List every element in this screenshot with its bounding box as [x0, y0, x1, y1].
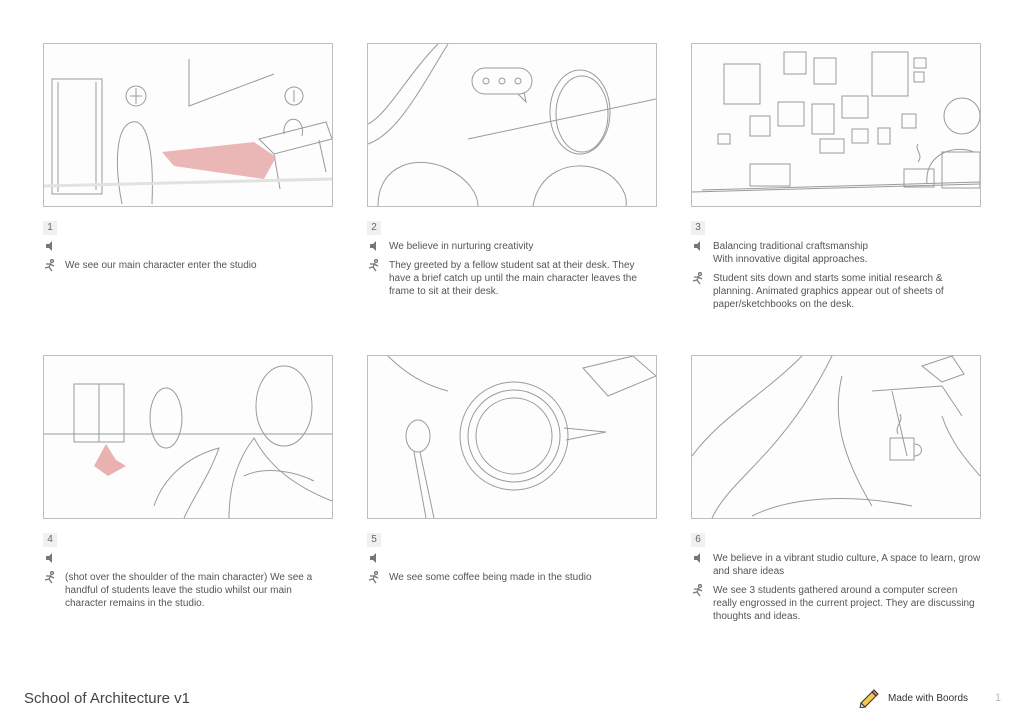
panel-3-action-row	[691, 272, 981, 311]
panel-5-audio-row	[367, 552, 657, 565]
panel-2-number: 2	[367, 221, 381, 235]
document-title: School of Architecture v1	[24, 690, 190, 707]
sketch-image-4	[44, 356, 332, 518]
sketch-image-3	[692, 44, 980, 206]
panel-4-action-text: (shot over the shoulder of the main character) We see a handful of students leave the studio whilst our main character remains in the studio.	[65, 572, 313, 609]
panel-2-audio-row	[367, 240, 657, 253]
running-figure-icon	[367, 259, 389, 272]
panel-1-audio-row	[43, 240, 333, 253]
running-figure-icon	[43, 571, 65, 584]
panel-3-sketch	[691, 43, 981, 207]
panel-5-number: 5	[367, 533, 381, 547]
speaker-icon	[691, 552, 713, 565]
storyboard-panel-6	[691, 355, 981, 623]
storyboard-panel-3	[691, 43, 981, 311]
panel-5-action-text: We see some coffee being made in the studio	[389, 572, 592, 583]
boords-branding-text: Made with Boords	[888, 692, 969, 704]
page-number: 1	[995, 692, 1002, 704]
panel-5-sketch	[367, 355, 657, 519]
panel-2-sketch	[367, 43, 657, 207]
panel-6-audio-row	[691, 552, 981, 578]
panel-1-action-text: We see our main character enter the studio	[65, 260, 257, 271]
storyboard-panel-5	[367, 355, 657, 584]
panel-5-action-row	[367, 571, 657, 584]
panel-6-action-text: We see 3 students gathered around a computer screen really engrossed in the current project. They are discussing thoughts and ideas.	[713, 585, 975, 622]
panel-4-number: 4	[43, 533, 57, 547]
speaker-icon	[367, 240, 389, 253]
sketch-image-2	[368, 44, 656, 206]
running-figure-icon	[691, 584, 713, 597]
panel-3-audio-row	[691, 240, 981, 266]
panel-6-number: 6	[691, 533, 705, 547]
panel-3-action-text: Student sits down and starts some initial research & planning. Animated graphics appear out of sheets of paper/sketchbooks on the desk.	[713, 273, 944, 310]
panel-2-action-row	[367, 259, 657, 298]
speaker-icon	[43, 552, 65, 565]
running-figure-icon	[43, 259, 65, 272]
sketch-image-6	[692, 356, 980, 518]
speaker-icon	[367, 552, 389, 565]
panel-6-sketch	[691, 355, 981, 519]
boords-branding[interactable]	[858, 688, 968, 708]
panel-4-sketch	[43, 355, 333, 519]
panel-2-audio-text: We believe in nurturing creativity	[389, 241, 534, 252]
sketch-image-1	[44, 44, 332, 206]
panel-4-audio-row	[43, 552, 333, 565]
panel-1-sketch	[43, 43, 333, 207]
panel-2-action-text: They greeted by a fellow student sat at their desk. They have a brief catch up until the main character leaves the frame to sit at their desk.	[389, 260, 637, 297]
panel-3-number: 3	[691, 221, 705, 235]
speaker-icon	[43, 240, 65, 253]
panel-3-audio-text: Balancing traditional craftsmanship With innovative digital approaches.	[713, 241, 869, 265]
sketch-image-5	[368, 356, 656, 518]
pencil-icon	[858, 688, 880, 708]
running-figure-icon	[691, 272, 713, 285]
storyboard-panel-1	[43, 43, 333, 272]
speaker-icon	[691, 240, 713, 253]
panel-6-action-row	[691, 584, 981, 623]
panel-6-audio-text: We believe in a vibrant studio culture, A space to learn, grow and share ideas	[713, 553, 981, 577]
panel-1-number: 1	[43, 221, 57, 235]
panel-4-action-row	[43, 571, 333, 610]
storyboard-panel-4	[43, 355, 333, 610]
running-figure-icon	[367, 571, 389, 584]
panel-1-action-row	[43, 259, 333, 272]
storyboard-panel-2	[367, 43, 657, 298]
